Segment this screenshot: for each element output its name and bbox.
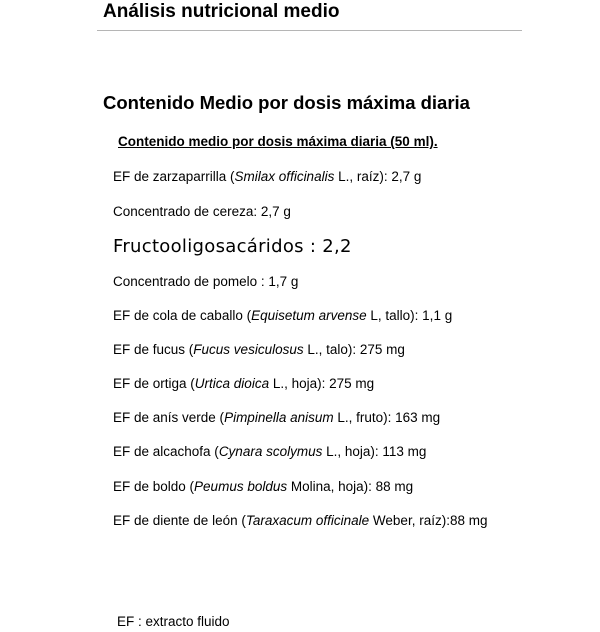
ingredient-cola-de-caballo: EF de cola de caballo (Equisetum arvense L, tallo): 1,1 g (113, 308, 453, 323)
subheading: Contenido medio por dosis máxima diaria (50 ml). (118, 134, 438, 149)
ingredient-anis-verde: EF de anís verde (Pimpinella anisum L., fruto): 163 mg (113, 410, 441, 425)
ingredient-ortiga: EF de ortiga (Urtica dioica L., hoja): 275 mg (113, 376, 375, 391)
ingredient-pomelo: Concentrado de pomelo : 1,7 g (113, 274, 299, 289)
ingredient-alcachofa: EF de alcachofa (Cynara scolymus L., hoja): 113 mg (113, 444, 427, 459)
footnote: EF : extracto fluido (117, 614, 230, 629)
title-divider (97, 30, 522, 31)
ingredient-fructooligosacaridos: Fructooligosacáridos : 2,2 (113, 236, 352, 257)
ingredient-diente-de-leon: EF de diente de león (Taraxacum officinale Weber, raíz):88 mg (113, 513, 488, 528)
ingredient-zarzaparrilla: EF de zarzaparrilla (Smilax officinalis L., raíz): 2,7 g (113, 169, 422, 184)
ingredient-fucus: EF de fucus (Fucus vesiculosus L., talo): 275 mg (113, 342, 405, 357)
section-heading: Contenido Medio por dosis máxima diaria (103, 92, 470, 113)
ingredient-boldo: EF de boldo (Peumus boldus Molina, hoja): 88 mg (113, 479, 414, 494)
page-title: Análisis nutricional medio (103, 1, 340, 22)
ingredient-cereza: Concentrado de cereza: 2,7 g (113, 204, 291, 219)
